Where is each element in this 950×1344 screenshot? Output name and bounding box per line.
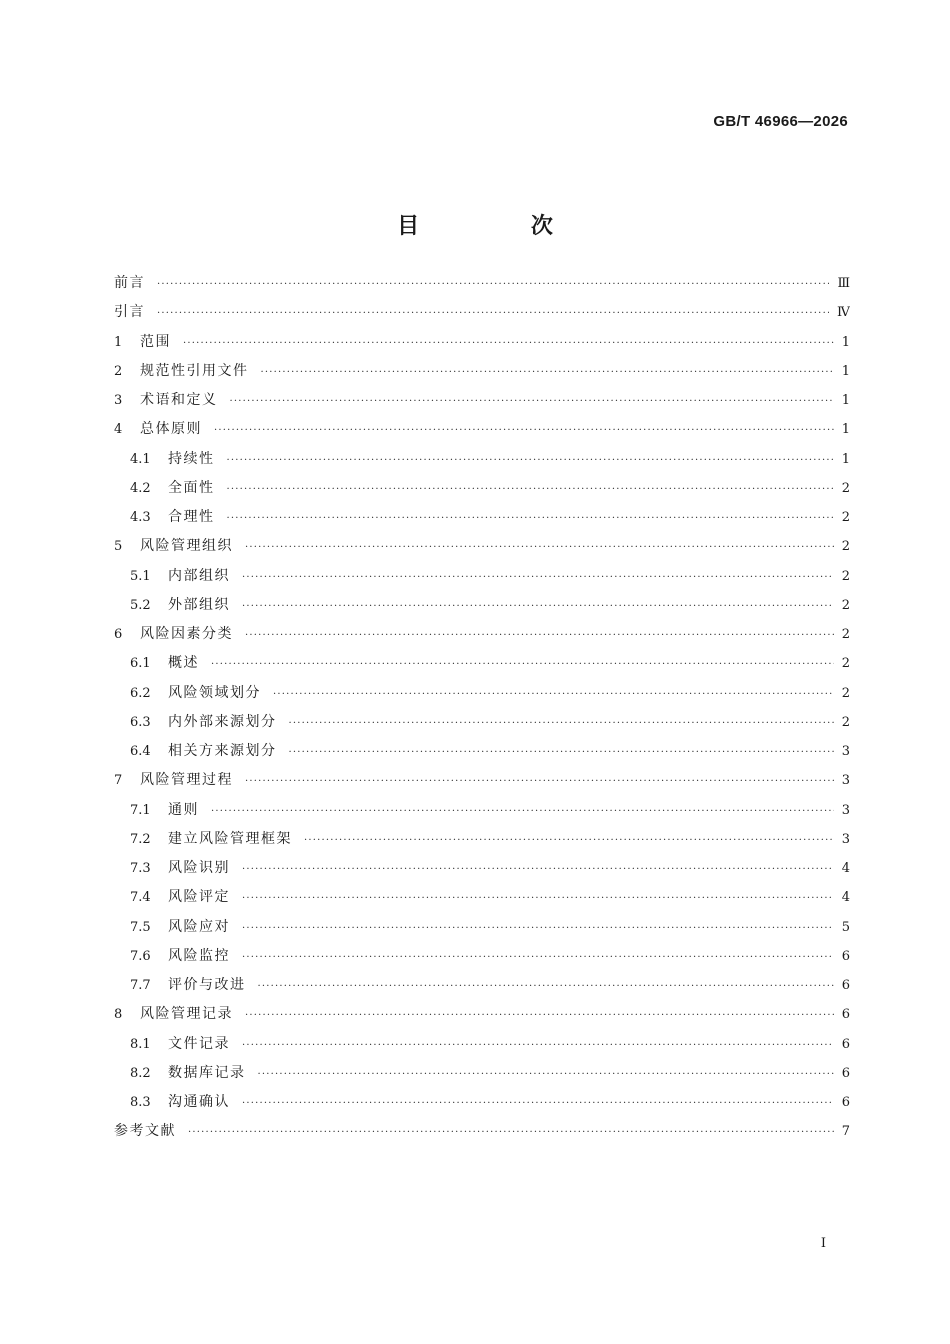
toc-entry-number: 8.2 — [130, 1065, 151, 1081]
toc-entry-page: 4 — [841, 861, 850, 876]
toc-entry-title: 持续性 — [168, 450, 215, 467]
toc-entry[interactable] — [114, 1117, 850, 1146]
dot-leader — [211, 797, 834, 825]
toc-entry-page: 2 — [841, 510, 850, 525]
toc-entry-title: 评价与改进 — [168, 977, 246, 993]
toc-entry-title: 风险管理记录 — [140, 1006, 233, 1023]
dot-leader — [157, 299, 829, 327]
dot-leader — [304, 826, 834, 854]
toc-entry-title: 引言 — [114, 304, 145, 321]
toc-entry-page: 2 — [841, 627, 850, 642]
toc-entry-title: 沟通确认 — [168, 1094, 230, 1110]
table-of-contents — [114, 269, 850, 1147]
dot-leader — [211, 650, 834, 678]
toc-entry-number: 7.3 — [130, 861, 151, 876]
dot-leader — [245, 533, 834, 561]
toc-entry-number: 6 — [114, 627, 123, 642]
toc-entry-page: 2 — [841, 568, 850, 584]
toc-entry[interactable] — [114, 679, 850, 708]
toc-entry-number: 6.2 — [130, 685, 151, 701]
dot-leader — [188, 1118, 834, 1146]
toc-entry[interactable] — [114, 591, 850, 620]
toc-entry[interactable] — [114, 415, 850, 444]
toc-entry-page: 1 — [841, 363, 850, 379]
dot-leader — [245, 621, 834, 649]
toc-entry[interactable] — [114, 562, 850, 591]
toc-entry-page: 2 — [841, 480, 850, 496]
toc-entry-page: 3 — [841, 744, 850, 759]
toc-entry-title: 风险识别 — [168, 860, 230, 876]
toc-entry-number: 5.1 — [130, 568, 151, 584]
toc-entry-title: 前言 — [114, 275, 145, 291]
toc-entry-title: 文件记录 — [168, 1035, 230, 1052]
toc-entry[interactable] — [114, 942, 850, 971]
toc-entry-page: 7 — [841, 1124, 850, 1140]
toc-entry-page: 6 — [841, 1036, 850, 1052]
dot-leader — [245, 767, 834, 795]
toc-entry[interactable] — [114, 708, 850, 737]
toc-entry-page: 6 — [841, 1007, 850, 1023]
toc-entry[interactable] — [114, 386, 850, 415]
toc-entry[interactable] — [114, 357, 850, 386]
toc-entry-page: 6 — [841, 1065, 850, 1081]
toc-entry-title: 风险因素分类 — [140, 626, 233, 642]
toc-entry-page: 1 — [841, 451, 850, 467]
standard-number: GB/T 46966—2026 — [713, 113, 848, 130]
toc-entry-page: 5 — [841, 919, 850, 935]
toc-entry[interactable] — [114, 883, 850, 912]
toc-entry[interactable] — [114, 1030, 850, 1059]
toc-entry-title: 风险管理过程 — [140, 772, 233, 789]
toc-entry-title: 风险管理组织 — [140, 538, 233, 555]
toc-entry[interactable] — [114, 298, 850, 327]
toc-entry-number: 7.1 — [130, 802, 151, 818]
toc-entry-title: 相关方来源划分 — [168, 743, 277, 759]
toc-entry-number: 3 — [114, 393, 123, 408]
toc-entry[interactable] — [114, 474, 850, 503]
dot-leader — [214, 416, 834, 444]
toc-entry-number: 4.1 — [130, 451, 151, 467]
dot-leader — [258, 972, 834, 1000]
toc-entry-title: 全面性 — [168, 479, 215, 496]
toc-entry-page: 1 — [841, 334, 850, 350]
toc-entry[interactable] — [114, 620, 850, 649]
dot-leader — [242, 1031, 834, 1059]
toc-entry[interactable] — [114, 854, 850, 883]
toc-entry-number: 8 — [114, 1007, 123, 1023]
toc-entry[interactable] — [114, 796, 850, 825]
dot-leader — [273, 680, 834, 708]
toc-entry-title: 总体原则 — [140, 421, 202, 438]
dot-leader — [289, 709, 834, 737]
toc-entry-page: 2 — [841, 656, 850, 672]
toc-entry-title: 建立风险管理框架 — [168, 830, 292, 847]
toc-entry[interactable] — [114, 269, 850, 298]
toc-entry-number: 4 — [114, 422, 123, 438]
dot-leader — [227, 475, 834, 503]
toc-entry-title: 风险评定 — [168, 889, 230, 906]
toc-entry-number: 6.3 — [130, 714, 151, 730]
toc-entry-title: 术语和定义 — [140, 392, 218, 408]
toc-entry-number: 7.5 — [130, 919, 151, 935]
toc-entry-page: 6 — [841, 1095, 850, 1110]
toc-entry-number: 6.1 — [130, 656, 151, 672]
dot-leader — [242, 884, 834, 912]
toc-entry-number: 7.4 — [130, 890, 151, 906]
dot-leader — [183, 329, 834, 357]
toc-entry-number: 7 — [114, 773, 123, 789]
toc-entry-page: 1 — [841, 422, 850, 438]
toc-entry-page: Ⅳ — [837, 305, 850, 321]
toc-entry-title: 规范性引用文件 — [140, 362, 249, 379]
toc-entry-title: 数据库记录 — [168, 1064, 246, 1081]
toc-entry[interactable] — [114, 737, 850, 766]
dot-leader — [261, 358, 834, 386]
dot-leader — [227, 446, 834, 474]
toc-entry-number: 4.2 — [130, 480, 151, 496]
toc-entry-number: 8.3 — [130, 1095, 151, 1110]
page-number: I — [820, 1236, 826, 1251]
toc-entry-page: 1 — [841, 393, 850, 408]
toc-entry[interactable] — [114, 766, 850, 795]
dot-leader — [157, 270, 829, 298]
toc-entry-number: 6.4 — [130, 744, 151, 759]
dot-leader — [242, 1089, 834, 1117]
toc-entry-page: 3 — [841, 831, 850, 847]
toc-entry-title: 外部组织 — [168, 596, 230, 613]
toc-entry-title: 风险监控 — [168, 947, 230, 964]
toc-entry-title: 内外部来源划分 — [168, 713, 277, 730]
toc-entry-title: 合理性 — [168, 509, 215, 525]
dot-leader — [242, 914, 834, 942]
toc-entry-title: 参考文献 — [114, 1123, 176, 1140]
toc-entry[interactable] — [114, 328, 850, 357]
toc-entry-page: 2 — [841, 714, 850, 730]
toc-entry-page: 6 — [841, 978, 850, 993]
toc-entry-title: 内部组织 — [168, 567, 230, 584]
dot-leader — [242, 592, 834, 620]
toc-entry-number: 8.1 — [130, 1036, 151, 1052]
toc-entry-page: 2 — [841, 539, 850, 555]
toc-entry[interactable] — [114, 971, 850, 1000]
toc-entry[interactable] — [114, 913, 850, 942]
toc-title: 目 次 — [397, 213, 605, 239]
toc-entry-page: 3 — [841, 773, 850, 789]
toc-entry[interactable] — [114, 532, 850, 561]
toc-entry-title: 风险领域划分 — [168, 684, 261, 701]
toc-entry[interactable] — [114, 1088, 850, 1117]
dot-leader — [242, 563, 834, 591]
dot-leader — [227, 504, 834, 532]
toc-entry[interactable] — [114, 649, 850, 678]
toc-entry-number: 1 — [114, 334, 123, 350]
dot-leader — [230, 387, 834, 415]
toc-entry-page: 4 — [841, 890, 850, 906]
toc-entry-page: 2 — [841, 597, 850, 613]
toc-entry-title: 概述 — [168, 655, 199, 672]
toc-entry[interactable] — [114, 445, 850, 474]
toc-entry-number: 2 — [114, 363, 123, 379]
toc-entry-title: 通则 — [168, 801, 199, 818]
toc-entry[interactable] — [114, 1000, 850, 1029]
dot-leader — [258, 1060, 834, 1088]
dot-leader — [242, 855, 834, 883]
dot-leader — [242, 943, 834, 971]
toc-entry[interactable] — [114, 503, 850, 532]
toc-entry-title: 风险应对 — [168, 918, 230, 935]
dot-leader — [245, 1001, 834, 1029]
toc-entry[interactable] — [114, 825, 850, 854]
toc-entry-number: 5 — [114, 539, 123, 555]
toc-entry[interactable] — [114, 1059, 850, 1088]
toc-entry-number: 7.7 — [130, 978, 151, 993]
toc-entry-page: 2 — [841, 685, 850, 701]
toc-entry-page: Ⅲ — [837, 276, 850, 291]
toc-entry-number: 7.2 — [130, 831, 151, 847]
toc-entry-page: 6 — [841, 948, 850, 964]
toc-entry-number: 5.2 — [130, 597, 151, 613]
dot-leader — [289, 738, 834, 766]
toc-entry-title: 范围 — [140, 333, 171, 350]
toc-entry-number: 4.3 — [130, 510, 151, 525]
toc-entry-number: 7.6 — [130, 948, 151, 964]
toc-entry-page: 3 — [841, 802, 850, 818]
